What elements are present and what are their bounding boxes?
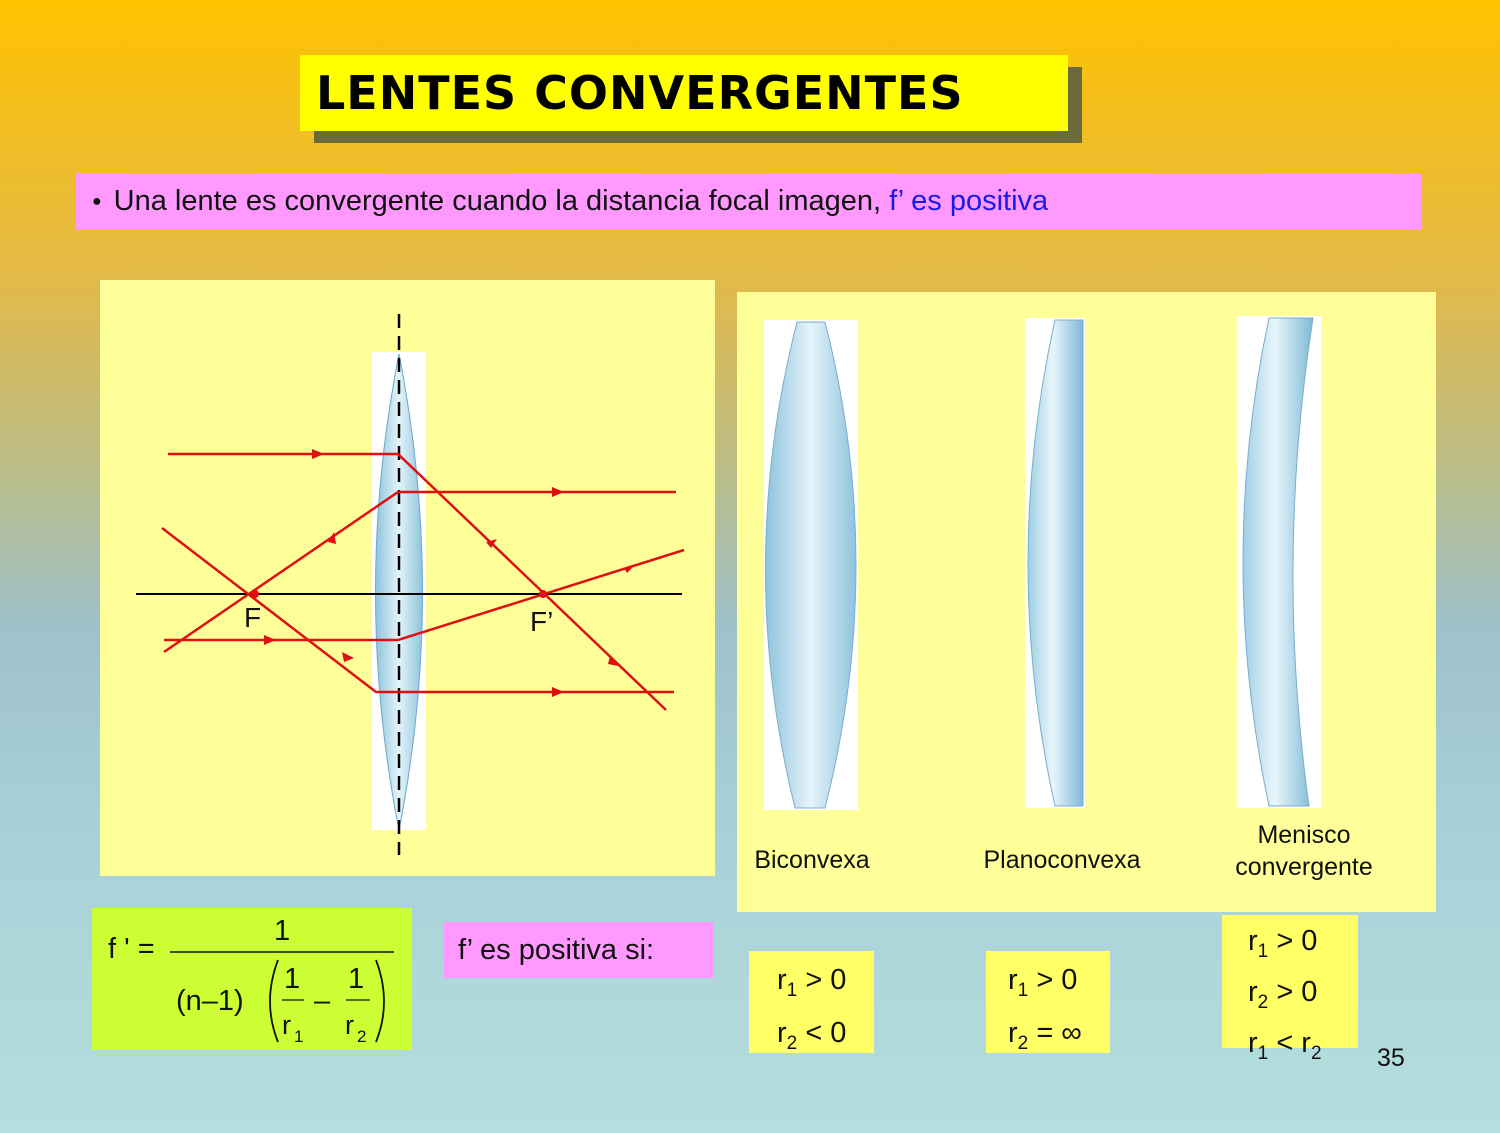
formula-r1: r	[282, 1010, 291, 1040]
label-menisco-line1: Menisco	[1257, 821, 1351, 849]
condition-row: $r_1 > 0$	[1008, 964, 1078, 1001]
formula-paren-left	[270, 960, 278, 1042]
formula-n-term: (n–1)	[176, 985, 244, 1017]
formula-paren-right	[376, 960, 384, 1042]
focal-length-formula	[92, 908, 412, 1050]
condition-row: $r_2 > 0$	[1248, 975, 1318, 1013]
label-planoconvexa: Planoconvexa	[983, 846, 1141, 874]
focus-point-F	[251, 590, 259, 598]
arrow-1	[312, 449, 324, 459]
bullet-dot-icon: ●	[92, 193, 102, 210]
focus-label-F-prime: F’	[530, 606, 554, 637]
arrow-2	[552, 487, 564, 497]
page-number: 35	[1377, 1044, 1405, 1072]
bullet-highlight: f’ es positiva	[889, 185, 1049, 217]
conditions-planoconvexa	[986, 951, 1110, 1053]
arrow-6	[624, 564, 636, 573]
ray-diagram	[100, 280, 715, 876]
condition-row: $r_1 > 0$	[1248, 925, 1318, 962]
formula-graphic	[92, 908, 412, 1050]
formula-lhs: f ' =	[108, 933, 155, 965]
formula-numerator: 1	[274, 915, 291, 947]
conditions-biconvexa	[749, 951, 874, 1053]
formula-one-b: 1	[348, 963, 365, 995]
label-menisco-line2: convergente	[1235, 853, 1373, 881]
label-menisco-convergente	[1212, 819, 1396, 883]
condition-row: $r_2 < 0$	[777, 1016, 847, 1054]
arrow-8	[342, 652, 354, 662]
focus-label-F: F	[244, 602, 262, 633]
condition-row: $r_1 > 0$	[777, 964, 847, 1001]
positive-if-label: f’ es positiva si:	[444, 922, 714, 978]
ray-diagram-panel	[100, 280, 715, 876]
formula-r1-sub: 1	[294, 1027, 304, 1046]
focus-point-F-prime	[539, 590, 547, 598]
conditions-menisco	[1222, 915, 1358, 1064]
arrow-3	[552, 687, 564, 697]
formula-one-a: 1	[284, 963, 301, 995]
bullet-text: Una lente es convergente cuando la distancia focal imagen,	[113, 185, 882, 217]
condition-row: $r_1 < r_2$	[1248, 1026, 1322, 1064]
condition-row: $r_2$ = ∞	[1008, 1016, 1082, 1054]
slide-title: LENTES CONVERGENTES	[300, 55, 1068, 131]
bullet-statement	[76, 173, 1422, 230]
label-biconvexa: Biconvexa	[754, 846, 870, 874]
formula-r2-sub: 2	[357, 1027, 367, 1046]
formula-minus: –	[314, 985, 331, 1017]
ray-arrows	[264, 449, 636, 697]
formula-r2: r	[345, 1010, 354, 1040]
arrow-4	[264, 635, 276, 645]
